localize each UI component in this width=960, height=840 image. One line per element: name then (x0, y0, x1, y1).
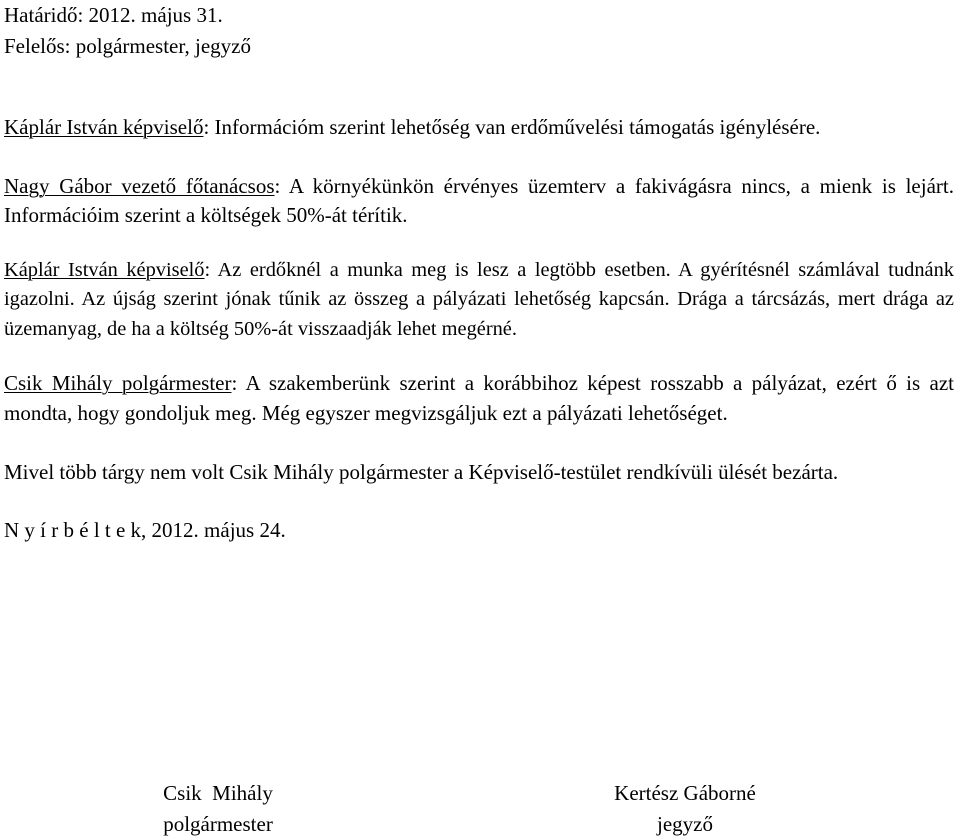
speaker-name: Csik Mihály polgármester (4, 371, 232, 395)
paragraph-kaplar-1 (4, 113, 954, 143)
speech-text: : A környékünkön érvényes üzemterv a fakivágásra nincs, a mienk is lejárt. Információim szerint a költségek 50%-át térítik. (4, 173, 954, 227)
signature-name: Csik Mihály (163, 781, 273, 805)
place-date-line: N y í r b é l t e k, 2012. május 24. (4, 517, 286, 542)
signature-mayor (118, 778, 318, 840)
deadline-line: Határidő: 2012. május 31. (4, 3, 223, 27)
speaker-name: Káplár István képviselő (4, 115, 204, 139)
speech-text: : Az erdőknél a munka meg is lesz a legtöbb esetben. A gyérítésnél számlával tudnánk igazolni. Az újság szerint jónak tűnik az összeg a pályázati lehetőség kapcsán. Drága a tárcsázás, mert drága az üzemanyag, de ha a költség 50%-át visszaadják lehet megérné. (4, 258, 954, 340)
speech-text: : Információm szerint lehetőség van erdőművelési támogatás igénylésére. (203, 115, 821, 139)
signature-name: Kertész Gáborné (614, 781, 756, 805)
paragraph-kaplar-2 (4, 256, 954, 345)
speech-text: : A szakemberünk szerint a korábbihoz képest rosszabb a pályázat, ezért ő is azt mondta, hogy gondoljuk meg. Még egyszer megvizsgáljuk ezt a pályázati lehetőséget. (4, 371, 955, 425)
responsible-line: Felelős: polgármester, jegyző (4, 34, 252, 58)
signature-title: polgármester (163, 812, 273, 836)
document-page (4, 0, 954, 546)
paragraph-csik (4, 369, 954, 428)
signature-notary (570, 778, 800, 840)
signature-title: jegyző (657, 812, 713, 836)
closing-paragraph: Mivel több tárgy nem volt Csik Mihály polgármester a Képviselő-testület rendkívüli ülését bezárta. (4, 460, 839, 484)
paragraph-nagy (4, 172, 954, 231)
signature-block (0, 778, 960, 839)
speaker-name: Nagy Gábor vezető főtanácsos (4, 173, 275, 198)
speaker-name: Káplár István képviselő (4, 258, 205, 281)
